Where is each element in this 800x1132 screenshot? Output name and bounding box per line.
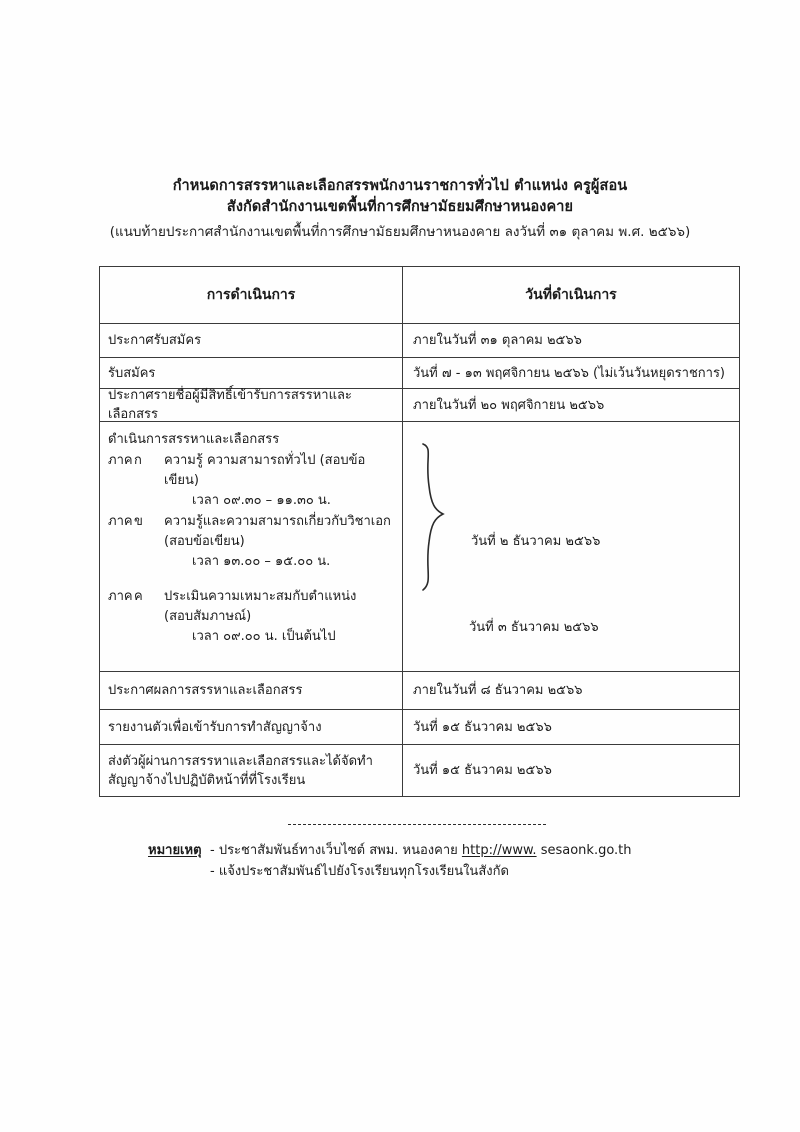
document-subtitle-line-3: (แนบท้ายประกาศสำนักงานเขตพื้นที่การศึกษามัธยมศึกษาหนองคาย ลงวันที่ ๓๑ ตุลาคม พ.ศ. ๒๕๖๖) bbox=[109, 224, 691, 240]
table-header-row bbox=[100, 267, 739, 324]
date-announce-eligible-list: ภายในวันที่ ๒๐ พฤศจิกายน ๒๕๖๖ bbox=[413, 397, 605, 413]
table-row bbox=[100, 672, 739, 710]
part-name-kho: ความรู้และความสามารถเกี่ยวกับวิชาเอก bbox=[164, 514, 391, 529]
document-header bbox=[60, 176, 740, 243]
activity-send-to-school-line-1: ส่งตัวผู้ผ่านการสรรหาและเลือกสรรและได้จัดทำ bbox=[108, 753, 373, 769]
part-letter-khor: ค bbox=[134, 589, 143, 604]
date-selection-process bbox=[403, 422, 739, 671]
part-label-khor: ภาค bbox=[108, 589, 133, 604]
date-interview: วันที่ ๓ ธันวาคม ๒๕๖๖ bbox=[469, 620, 599, 635]
selection-process-title: ดำเนินการสรรหาและเลือกสรร bbox=[108, 432, 280, 447]
part-name-khor: ประเมินความเหมาะสมกับตำแหน่ง bbox=[164, 589, 357, 604]
website-url-link[interactable]: http://www. bbox=[461, 843, 537, 858]
selection-part-kho bbox=[108, 512, 395, 532]
activity-report-for-contract: รายงานตัวเพื่อเข้ารับการทำสัญญาจ้าง bbox=[100, 710, 403, 744]
date-announce-application: ภายในวันที่ ๓๑ ตุลาคม ๒๕๖๖ bbox=[413, 333, 582, 348]
part-letter-kho: ข bbox=[134, 514, 143, 529]
curly-brace-icon bbox=[417, 442, 447, 600]
note-label-spacer bbox=[148, 861, 210, 882]
part-letter-ka: ก bbox=[134, 453, 142, 468]
date-written-exam: วันที่ ๒ ธันวาคม ๒๕๖๖ bbox=[471, 534, 601, 549]
activity-send-to-school-line-2: สัญญาจ้างไปปฏิบัติหน้าที่ที่โรงเรียน bbox=[108, 772, 306, 788]
document-title-line-1: กำหนดการสรรหาและเลือกสรรพนักงานราชการทั่วไป ตำแหน่ง ครูผู้สอน bbox=[172, 178, 628, 194]
date-accept-application: วันที่ ๗ - ๑๓ พฤศจิกายน ๒๕๖๖ (ไม่เว้นวันหยุดราชการ) bbox=[413, 365, 726, 381]
table-row bbox=[100, 710, 739, 745]
part-time-ka: เวลา ๐๙.๓๐ – ๑๑.๓๐ น. bbox=[192, 493, 331, 508]
column-header-date: วันที่ดำเนินการ bbox=[525, 286, 617, 303]
activity-accept-application: รับสมัคร bbox=[100, 358, 403, 388]
note-2-text: - แจ้งประชาสัมพันธ์ไปยังโรงเรียนทุกโรงเรียนในสังกัด bbox=[210, 864, 509, 879]
note-1-prefix: - ประชาสัมพันธ์ทางเว็บไซต์ สพม. หนองคาย bbox=[210, 843, 462, 858]
date-report-for-contract: วันที่ ๑๕ ธันวาคม ๒๕๖๖ bbox=[413, 719, 552, 735]
activity-announce-result: ประกาศผลการสรรหาและเลือกสรร bbox=[100, 672, 403, 709]
note-1-suffix: sesaonk.go.th bbox=[536, 843, 632, 858]
part-label-ka: ภาค bbox=[108, 453, 133, 468]
column-header-activity: การดำเนินการ bbox=[100, 267, 403, 323]
table-row bbox=[100, 745, 739, 796]
part-sub-kho: (สอบข้อเขียน) bbox=[164, 534, 245, 549]
part-sub-khor: (สอบสัมภาษณ์) bbox=[164, 609, 252, 624]
document-title-line-2: สังกัดสำนักงานเขตพื้นที่การศึกษามัธยมศึกษาหนองคาย bbox=[226, 199, 574, 215]
table-row bbox=[100, 324, 739, 358]
date-announce-result: ภายในวันที่ ๘ ธันวาคม ๒๕๖๖ bbox=[413, 683, 583, 698]
footer-note-1 bbox=[148, 840, 748, 861]
note-1-text bbox=[210, 840, 748, 861]
part-time-kho: เวลา ๑๓.๐๐ – ๑๕.๐๐ น. bbox=[192, 554, 331, 569]
dashed-separator bbox=[288, 824, 546, 825]
part-label-kho: ภาค bbox=[108, 514, 133, 529]
table-row bbox=[100, 358, 739, 389]
selection-part-kho-sor bbox=[108, 587, 395, 607]
footer-notes bbox=[148, 840, 748, 882]
activity-announce-application: ประกาศรับสมัคร bbox=[100, 324, 403, 357]
note-label: หมายเหตุ bbox=[148, 843, 202, 858]
selection-part-ka bbox=[108, 451, 395, 491]
process-spacer bbox=[108, 572, 395, 586]
schedule-table bbox=[99, 266, 740, 797]
activity-selection-process bbox=[100, 422, 403, 671]
date-send-to-school: วันที่ ๑๕ ธันวาคม ๒๕๖๖ bbox=[413, 763, 552, 778]
table-row-selection-process bbox=[100, 422, 739, 672]
part-name-ka: ความรู้ ความสามารถทั่วไป (สอบข้อเขียน) bbox=[164, 453, 366, 488]
table-row bbox=[100, 389, 739, 422]
activity-send-to-school bbox=[100, 745, 403, 796]
footer-note-2 bbox=[148, 861, 748, 882]
part-time-khor: เวลา ๐๙.๐๐ น. เป็นต้นไป bbox=[192, 629, 336, 644]
activity-announce-eligible-list: ประกาศรายชื่อผู้มีสิทธิ์เข้ารับการสรรหาและเลือกสรร bbox=[100, 389, 403, 421]
